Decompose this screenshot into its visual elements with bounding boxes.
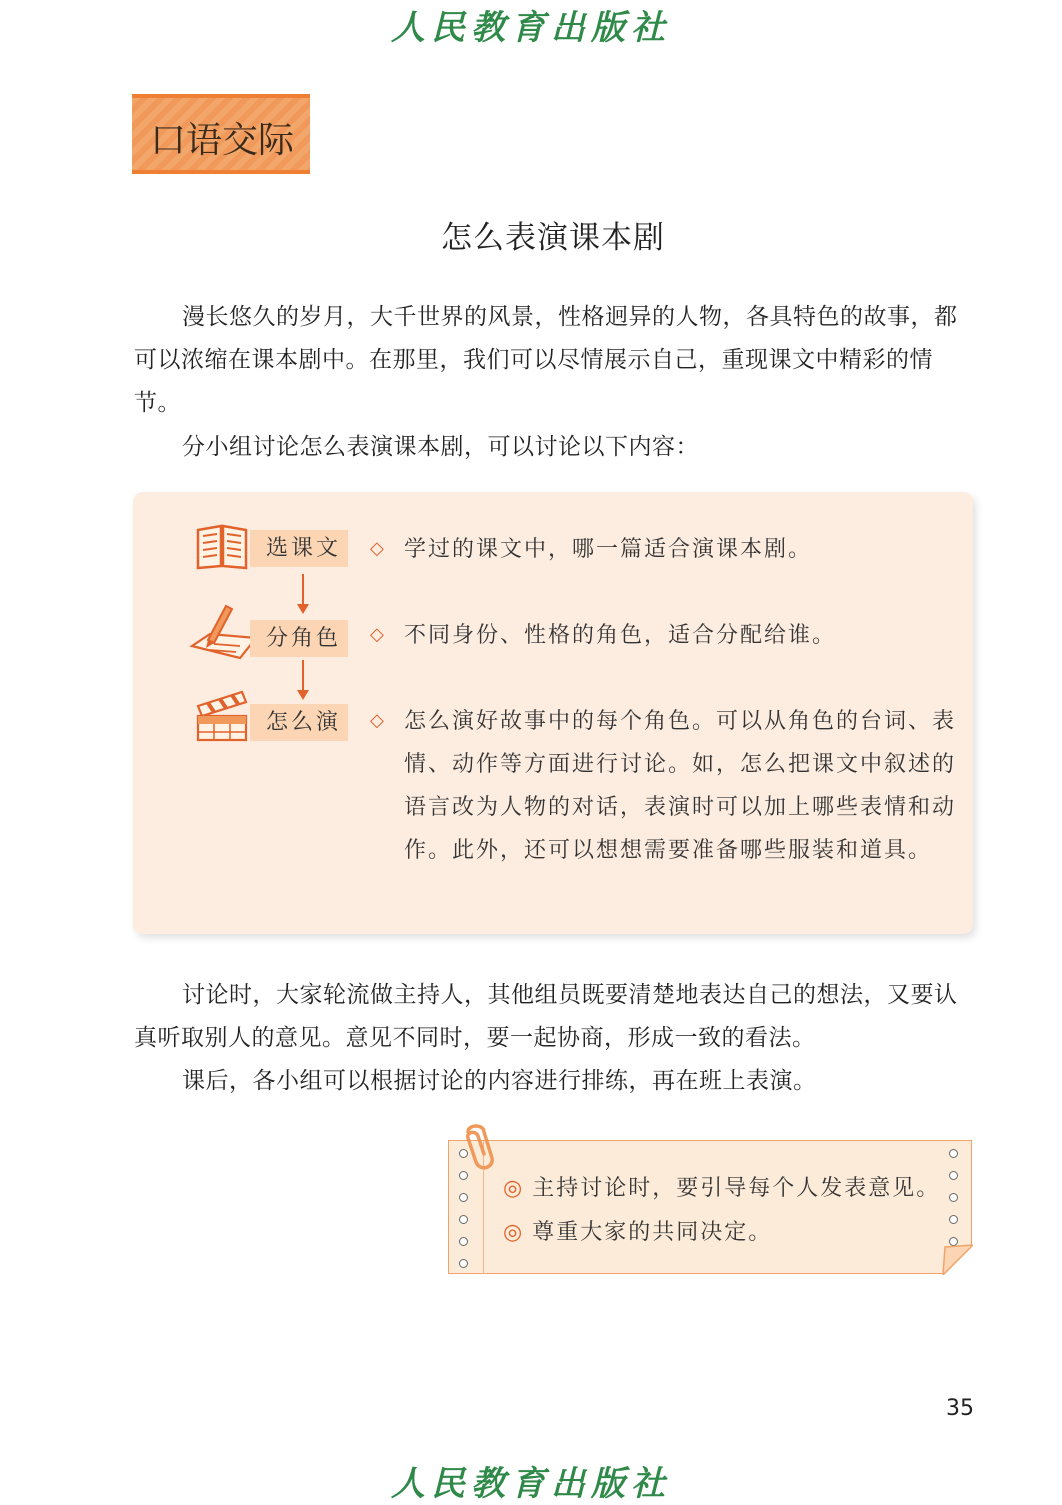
step-bullet-3: ◇ [370, 710, 384, 731]
paperclip-icon [454, 1122, 502, 1174]
tip-bullet-icon: ◎ [503, 1176, 525, 1201]
book-icon [194, 522, 250, 572]
step-label-how-to-act: 怎么演 [250, 704, 348, 741]
lesson-title: 怎么表演课本剧 [441, 220, 665, 256]
step-text-how-to-act: 怎么演好故事中的每个角色。可以从角色的台词、表情、动作等方面进行讨论。如，怎么把课文中叙述的语言改为人物的对话，表演时可以加上哪些表情和动作。此外，还可以想想需要准备哪些服装和道具。 [404, 709, 957, 863]
publisher-logo-top: 人民教育出版社 [391, 8, 671, 48]
closing-paragraph-1: 讨论时，大家轮流做主持人，其他组员既要清楚地表达自己的想法，又要认真听取别人的意见。意见不同时，要一起协商，形成一致的看法。 [134, 982, 958, 1051]
intro-paragraph-1: 漫长悠久的岁月，大千世界的风景，性格迥异的人物，各具特色的故事，都可以浓缩在课本剧中。在那里，我们可以尽情展示自己，重现课文中精彩的情节。 [134, 304, 958, 416]
step-text-select-text: 学过的课文中，哪一篇适合演课本剧。 [404, 537, 813, 562]
tip-card [448, 1140, 972, 1274]
section-label: 口语交际 [150, 120, 295, 161]
tip-text: 尊重大家的共同决定。 [532, 1220, 773, 1245]
step-bullet-1: ◇ [370, 538, 384, 559]
step-bullet-2: ◇ [370, 624, 384, 645]
page-number: 35 [946, 1396, 974, 1421]
clapperboard-icon [194, 688, 250, 744]
tip-item [503, 1215, 772, 1246]
tip-item [503, 1171, 940, 1202]
step-label-assign-roles: 分角色 [250, 620, 348, 657]
arrow-down-icon [296, 574, 310, 616]
section-badge [132, 94, 310, 174]
tip-text: 主持讨论时，要引导每个人发表意见。 [532, 1176, 941, 1201]
intro-paragraph-2: 分小组讨论怎么表演课本剧，可以讨论以下内容： [182, 434, 699, 460]
publisher-logo-bottom: 人民教育出版社 [391, 1464, 671, 1504]
tip-bullet-icon: ◎ [503, 1220, 525, 1245]
step-label-select-text: 选课文 [250, 530, 348, 567]
arrow-down-icon [296, 660, 310, 702]
folded-corner-icon [941, 1243, 973, 1275]
closing-paragraph-2: 课后，各小组可以根据讨论的内容进行排练，再在班上表演。 [182, 1068, 817, 1094]
step-text-assign-roles: 不同身份、性格的角色，适合分配给谁。 [404, 623, 837, 648]
